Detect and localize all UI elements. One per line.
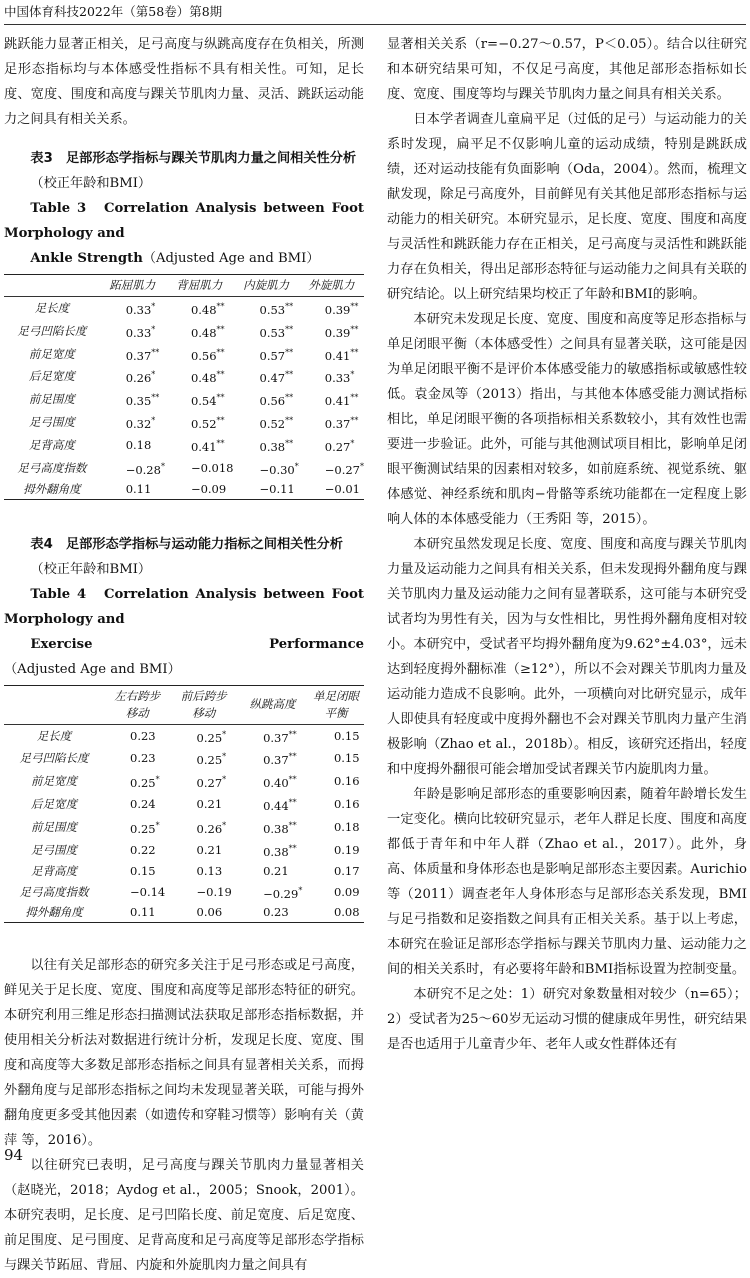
table-cell: −0.28* [125, 461, 165, 477]
t3-header-cell [4, 275, 100, 297]
table-3-caption-sub: （校正年龄和BMI） [30, 176, 152, 191]
table-cell: 0.57** [259, 347, 294, 363]
table-cell: 0.27* [196, 775, 227, 791]
table-cell: 0.38** [263, 843, 297, 859]
table-cell: 0.19 [333, 842, 360, 857]
t4-header-cell: 单足闭眼 平衡 [308, 685, 364, 724]
table-cell: 0.24 [130, 797, 156, 812]
table-row [4, 839, 364, 862]
table-cell: −0.01 [299, 480, 364, 500]
table-cell: 0.56** [190, 347, 225, 363]
table-row [4, 816, 364, 839]
significance-mark: * [151, 302, 156, 311]
significance-mark: * [222, 729, 227, 739]
table-row [4, 434, 364, 457]
table-cell: 0.56** [259, 393, 294, 409]
significance-mark: ** [216, 302, 225, 311]
table-cell: −0.14 [130, 884, 166, 899]
table-4-caption-cn: 表4 足部形态学指标与运动能力指标之间相关性分析 [30, 536, 343, 552]
table-cell: −0.018 [190, 460, 234, 475]
table-cell: 0.37** [263, 729, 297, 745]
table-3-grid [4, 274, 364, 500]
significance-mark: * [151, 324, 156, 334]
left-column [4, 32, 364, 1278]
significance-mark: ** [216, 347, 225, 357]
right-column [387, 32, 747, 1057]
table-cell: −0.19 [196, 884, 232, 899]
t3-header-cell: 背屈肌力 [165, 275, 234, 297]
table-cell: 0.08 [308, 903, 364, 923]
table-cell: 0.15 [333, 728, 360, 743]
significance-mark: ** [350, 302, 359, 311]
table-cell: 0.21 [263, 863, 289, 878]
table-cell: 0.37** [324, 416, 359, 431]
significance-mark: ** [151, 347, 160, 357]
paragraph: 以往研究已表明，足弓高度与踝关节肌肉力量显著相关（赵晓光，2018；Aydog et al.，2005；Snook，2001）。本研究表明，足长度、足弓凹陷长度、前足宽度、后足宽度、前足围度、足弓围度、足背高度和足弓高度等足部形态学指标与踝关节跖屈、背屈、内旋和外旋肌肉力量之间具有 [4, 1158, 364, 1274]
table-row [4, 388, 364, 411]
table-cell: 0.48** [190, 370, 225, 386]
table-4-caption-en: Table 4 Correlation Analysis between Foot Morphology and [4, 586, 364, 627]
significance-mark: * [360, 461, 364, 471]
table-row [4, 881, 364, 904]
table-cell: 0.38** [263, 820, 297, 836]
table-cell: 0.52** [259, 416, 294, 431]
row-label: 前足围度 [31, 819, 77, 834]
table-row [4, 480, 364, 500]
row-label: 足弓凹陷长度 [19, 751, 89, 766]
table-cell: 0.39** [324, 324, 359, 340]
significance-mark: ** [216, 370, 225, 380]
significance-mark: * [294, 461, 299, 471]
significance-mark: ** [151, 393, 160, 403]
paragraph: 本研究不足之处：1）研究对象数量相对较少（n=65）；2）受试者为25～60岁无运动习惯的健康成年男性，研究结果是否也适用于儿童青少年、老年人或女性群体还有 [387, 987, 747, 1052]
significance-mark: * [350, 438, 355, 448]
running-header: 中国体育科技2022年（第58卷）第8期 [4, 0, 746, 25]
significance-mark: * [155, 820, 160, 830]
paragraph: 跳跃能力显著正相关，足弓高度与纵跳高度存在负相关，所测足形态指标均与本体感受性指标不具有相关性。可知，足长度、宽度、围度和高度与踝关节肌肉力量、灵活、跳跃运动能力之间具有相关关系。 [4, 37, 364, 127]
significance-mark: * [151, 370, 156, 380]
row-label: 后足宽度 [28, 369, 75, 384]
t4-header-cell: 左右跨步 移动 [104, 685, 171, 724]
row-label: 足长度 [34, 300, 70, 315]
table-cell: 0.48** [190, 302, 225, 317]
significance-mark: ** [288, 729, 297, 739]
row-label: 足弓凹陷长度 [17, 323, 87, 338]
row-label: 足背高度 [28, 437, 75, 452]
table-cell: 0.33* [324, 370, 355, 386]
table-cell: 0.16 [333, 774, 360, 789]
table-cell: 0.21 [196, 842, 223, 857]
table-cell: 0.22 [130, 842, 156, 857]
significance-mark: ** [285, 347, 294, 357]
table-3-caption-en-2: Ankle Strength（Adjusted Age and BMI） [30, 251, 320, 266]
table-4-caption-en-2: Exercise Performance（Adjusted Age and BMI） [4, 636, 364, 677]
t3-header-cell: 内旋肌力 [234, 275, 299, 297]
significance-mark: ** [350, 393, 359, 403]
table-cell: 0.53** [259, 324, 294, 340]
table-cell: 0.25* [196, 729, 227, 745]
table-cell: 0.16 [333, 797, 360, 812]
table-row [4, 770, 364, 793]
row-label: 足弓围度 [31, 842, 77, 857]
table-cell: 0.39** [324, 302, 359, 317]
paragraph: 本研究未发现足长度、宽度、围度和高度等足形态指标与单足闭眼平衡（本体感受性）之间具有显著关联，这可能是因为单足闭眼平衡不是评价本体感受能力的敏感指标或敏感性较低。袁金凤等（2013）指出，与其他本体感受能力测试指标相比，单足闭眼平衡的各项指标相关系数较小，其有效性也需要进一步验证。此外，可能与其他测试项目相比，影响单足闭眼平衡测试结果的因素相对较多，如前庭系统、视觉系统、躯体感觉、神经系统和肌肉−骨骼等系统功能都在一定程度上影响人体的本体感受能力（王秀阳 等，2015）。 [387, 312, 747, 527]
table-cell: 0.15 [333, 751, 360, 766]
table-row [4, 457, 364, 480]
table-3-caption-en: Table 3 Correlation Analysis between Foot Morphology and [4, 201, 364, 241]
significance-mark: * [222, 752, 227, 762]
table-cell: 0.44** [263, 798, 297, 813]
table-cell: 0.32* [125, 416, 156, 431]
row-label: 足弓围度 [28, 415, 75, 430]
significance-mark: ** [216, 416, 225, 426]
significance-mark: ** [350, 347, 359, 357]
table-cell: −0.29* [263, 885, 303, 901]
table-3 [4, 146, 364, 500]
significance-mark: ** [285, 416, 294, 426]
table-cell: 0.23 [237, 903, 308, 923]
significance-mark: * [350, 370, 355, 380]
table-cell: 0.25* [130, 820, 160, 836]
table-cell: 0.27* [324, 438, 355, 454]
significance-mark: ** [216, 393, 225, 403]
significance-mark: ** [288, 843, 297, 853]
significance-mark: ** [285, 393, 294, 403]
table-cell: 0.18 [125, 437, 152, 452]
row-label: 足背高度 [31, 863, 77, 878]
significance-mark: ** [288, 775, 297, 785]
table-row [4, 747, 364, 770]
table-cell: 0.41** [190, 438, 225, 454]
table-row [4, 793, 364, 816]
table-cell: 0.53** [259, 302, 294, 317]
paragraph: 显著相关关系（r=−0.27～0.57，P＜0.05）。结合以往研究和本研究结果可知，不仅足弓高度，其他足部形态指标如长度、宽度、围度等均与踝关节肌肉力量之间具有相关关系。 [387, 37, 747, 102]
significance-mark: * [151, 416, 156, 426]
table-cell: 0.11 [104, 903, 171, 923]
table-row [4, 862, 364, 881]
significance-mark: * [222, 775, 227, 785]
paragraph: 以往有关足部形态的研究多关注于足弓形态或足弓高度，鲜见关于足长度、宽度、围度和高度等足部形态特征的研究。本研究利用三维足形态扫描测试法获取足部形态指标数据，并使用相关分析法对数据进行统计分析，发现足长度、宽度、围度和高度等大多数足部形态指标之间具有显著相关关系，而拇外翻角度与足部形态指标之间均未发现显著关联，可能与拇外翻角度更多受其他因素（如遗传和穿鞋习惯等）影响有关（黄萍 等，2016）。 [4, 958, 364, 1149]
t3-header-cell: 外旋肌力 [299, 275, 364, 297]
row-label: 前足围度 [28, 392, 75, 407]
significance-mark: * [222, 820, 227, 830]
paragraph: 本研究虽然发现足长度、宽度、围度和高度与踝关节肌肉力量及运动能力之间具有相关关系，但未发现拇外翻角度与踝关节肌肉力量及运动能力之间有显著联系，这可能与本研究受试者均为男性有关，因为与女性相比，男性拇外翻角度相对较小。本研究中，受试者平均拇外翻角度为9.62°±4.03°，远未达到轻度拇外翻标准（≥12°），所以不会对踝关节肌肉力量及运动能力造成不良影响。此外，一项横向对比研究显示，成年人即使具有轻度或中度拇外翻也不会对踝关节肌肉力量产生消极影响（Zhao et al.，2018b）。相反，该研究还指出，轻度和中度拇外翻很可能会增加受试者踝关节内旋肌肉力量。 [387, 537, 747, 777]
table-row [4, 343, 364, 366]
table-cell: 0.25* [130, 775, 160, 791]
row-label: 前足宽度 [31, 774, 77, 789]
significance-mark: ** [285, 438, 294, 448]
t4-header-cell: 纵跳高度 [237, 685, 308, 724]
table-cell: 0.38** [259, 438, 294, 454]
significance-mark: ** [285, 324, 294, 334]
page-number: 94 [4, 1146, 24, 1164]
table-cell: 0.40** [263, 775, 297, 791]
table-cell: −0.09 [165, 480, 234, 500]
significance-mark: ** [285, 370, 294, 380]
table-cell: −0.30* [259, 461, 299, 477]
t3-header-cell: 跖屈肌力 [100, 275, 165, 297]
table-cell: 0.23 [130, 751, 156, 766]
row-label: 足长度 [36, 728, 72, 743]
table-row [4, 320, 364, 343]
paragraph: 年龄是影响足部形态的重要影响因素，随着年龄增长发生一定变化。横向比较研究显示，老年人群足长度、围度和高度都低于青年和中年人群（Zhao et al.，2017）。此外，身高、体质量和身体形态也是影响足部形态主要因素。Aurichio等（2011）调查老年人身体形态与足部形态关系发现，BMI与足弓指数和足姿指数之间具有正相关关系。基于以上考虑，本研究在验证足部形态学指标与踝关节肌肉力量、运动能力之间的相关关系时，有必要将年龄和BMI指标设置为控制变量。 [387, 787, 747, 977]
table-cell: 0.33* [125, 324, 156, 340]
table-cell: 0.06 [171, 903, 238, 923]
table-3-caption-cn: 表3 足部形态学指标与踝关节肌肉力量之间相关性分析 [30, 151, 357, 166]
table-cell: 0.54** [190, 393, 225, 409]
table-cell: 0.37** [125, 347, 160, 363]
table-cell: 0.21 [196, 797, 223, 812]
table-row [4, 903, 364, 923]
table-cell: 0.09 [333, 884, 360, 899]
row-label: 足弓高度指数 [17, 460, 87, 475]
table-cell: 0.26* [196, 820, 227, 836]
significance-mark: ** [288, 820, 297, 830]
table-row [4, 411, 364, 434]
table-cell: 0.48** [190, 324, 225, 340]
significance-mark: * [298, 885, 303, 895]
table-cell: −0.27* [324, 461, 364, 477]
table-cell: 0.52** [190, 416, 225, 431]
row-label: 拇外翻角度 [4, 903, 104, 923]
paragraph: 日本学者调查儿童扁平足（过低的足弓）与运动能力的关系时发现，扁平足不仅影响儿童的运动成绩，特别是跳跃成绩，还对运动技能有负面影响（Oda，2004）。然而，梳理文献发现，除足弓高度外，目前鲜见有关其他足部形态指标与运动能力的相关研究。本研究显示，足长度、宽度、围度和高度与灵活性和跳跃能力存在正相关，足弓高度与灵活性和跳跃能力存在负相关，得出足部形态特征与运动能力之间具有关联的研究结论。以上研究结果均校正了年龄和BMI的影响。 [387, 112, 747, 302]
row-label: 后足宽度 [31, 797, 77, 812]
table-cell: −0.11 [234, 480, 299, 500]
significance-mark: ** [285, 302, 294, 311]
table-cell: 0.25* [196, 752, 227, 768]
table-row [4, 297, 364, 320]
significance-mark: ** [288, 752, 297, 762]
table-row [4, 724, 364, 747]
table-cell: 0.26* [125, 370, 156, 386]
table-4-grid [4, 685, 364, 924]
table-cell: 0.18 [333, 819, 360, 834]
significance-mark: * [160, 461, 165, 471]
table-row [4, 365, 364, 388]
significance-mark: ** [350, 324, 359, 334]
table-cell: 0.41** [324, 347, 359, 363]
table-cell: 0.11 [100, 480, 165, 500]
t4-header-cell: 前后跨步 移动 [171, 685, 238, 724]
table-cell: 0.35** [125, 393, 160, 409]
t4-header-cell [4, 685, 104, 724]
table-cell: 0.37** [263, 752, 297, 768]
significance-mark: ** [350, 416, 359, 426]
table-cell: 0.23 [130, 728, 156, 743]
row-label: 拇外翻角度 [4, 480, 100, 500]
table-4-caption-sub: （校正年龄和BMI） [30, 561, 152, 577]
significance-mark: ** [216, 324, 225, 334]
significance-mark: * [155, 775, 160, 785]
significance-mark: ** [288, 798, 297, 808]
significance-mark: ** [216, 438, 225, 448]
table-cell: 0.33* [125, 302, 156, 317]
table-cell: 0.15 [130, 863, 156, 878]
row-label: 足弓高度指数 [19, 884, 89, 899]
table-cell: 0.41** [324, 393, 359, 409]
table-cell: 0.47** [259, 370, 294, 386]
table-cell: 0.13 [196, 863, 223, 878]
table-cell: 0.17 [333, 863, 360, 878]
table-4 [4, 532, 364, 924]
row-label: 前足宽度 [28, 346, 75, 361]
